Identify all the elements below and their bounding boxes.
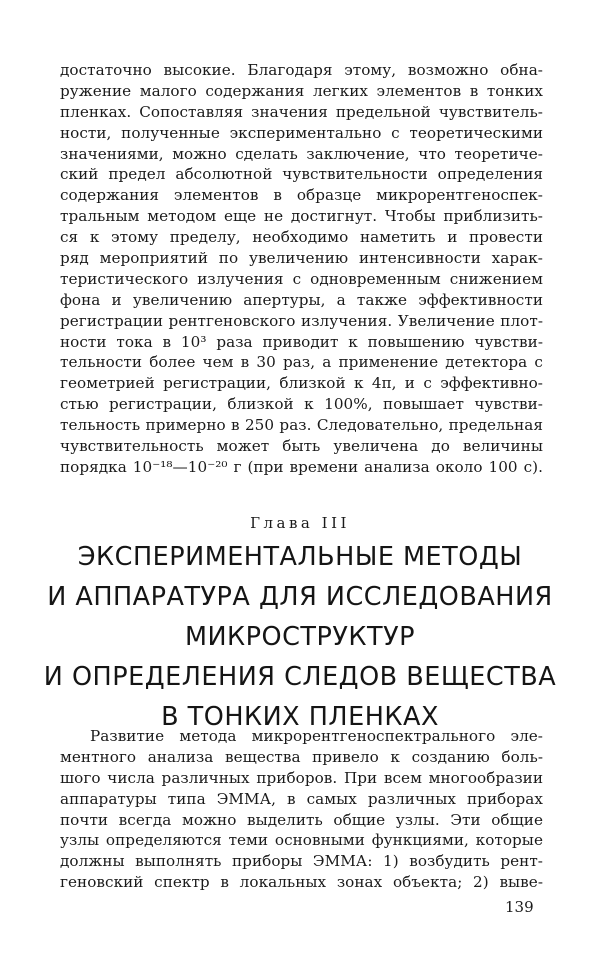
text-line: порядка 10⁻¹⁸—10⁻²⁰ г (при времени анализа около 100 с). <box>60 457 543 476</box>
text-line: ся к этому пределу, необходимо наметить и провести <box>60 228 543 247</box>
page-number: 139 <box>505 898 534 916</box>
text-line: ности, полученные экспериментально с теоретическими <box>60 123 543 142</box>
text-line: значениями, можно сделать заключение, что теоретиче- <box>60 144 543 163</box>
text-line: узлы определяются теми основными функциями, которые <box>60 831 543 850</box>
chapter-title-line: МИКРОСТРУКТУР <box>184 622 416 652</box>
body-paragraph <box>60 726 543 893</box>
text-line: ряд мероприятий по увеличению интенсивности харак- <box>60 249 543 268</box>
text-line: достаточно высокие. Благодаря этому, возможно обна- <box>60 61 543 79</box>
text-line: шого числа различных приборов. При всем многообразии <box>60 768 543 787</box>
text-line: пленках. Сопоставляя значения предельной чувствитель- <box>60 102 543 121</box>
chapter-label: Глава III <box>250 514 350 532</box>
chapter-title-line: В ТОНКИХ ПЛЕНКАХ <box>161 702 439 732</box>
text-line: геновский спектр в локальных зонах объекта; 2) выве- <box>60 873 543 892</box>
chapter-title-line: ЭКСПЕРИМЕНТАЛЬНЫЕ МЕТОДЫ <box>77 542 523 572</box>
chapter-title-line: И ОПРЕДЕЛЕНИЯ СЛЕДОВ ВЕЩЕСТВА <box>43 662 557 692</box>
text-line: фона и увеличению апертуры, а также эффективности <box>60 290 543 309</box>
text-line: тельности более чем в 30 раз, а применение детектора с <box>60 353 543 372</box>
text-line: ружение малого содержания легких элементов в тонких <box>60 81 543 100</box>
text-line: почти всегда можно выделить общие узлы. Эти общие <box>60 810 543 829</box>
text-line: геометрией регистрации, близкой к 4π, и с эффективно- <box>60 374 543 393</box>
text-line: должны выполнять приборы ЭММА: 1) возбудить рент- <box>60 852 543 871</box>
text-line: аппаратуры типа ЭММА, в самых различных приборах <box>60 789 543 808</box>
text-line: Развитие метода микрорентгеноспектрального эле- <box>90 727 543 745</box>
text-line: содержания элементов в образце микрорентгеноспек- <box>60 186 543 205</box>
text-line: стью регистрации, близкой к 100%, повышает чувстви- <box>60 395 543 414</box>
text-line: регистрации рентгеновского излучения. Увеличение плот- <box>60 311 543 330</box>
top-paragraph <box>60 60 543 478</box>
text-line: ности тока в 10³ раза приводит к повышению чувстви- <box>60 332 543 351</box>
text-line: ский предел абсолютной чувствительности определения <box>60 165 543 184</box>
text-line: чувствительность может быть увеличена до величины <box>60 437 543 456</box>
chapter-title-line: И АППАРАТУРА ДЛЯ ИССЛЕДОВАНИЯ <box>47 582 553 612</box>
chapter-title <box>40 537 560 737</box>
text-line: ментного анализа вещества привело к созданию боль- <box>60 747 543 766</box>
text-line: теристического излучения с одновременным снижением <box>60 269 543 288</box>
text-line: тральным методом еще не достигнут. Чтобы приблизить- <box>60 207 543 226</box>
text-line: тельность примерно в 250 раз. Следовательно, предельная <box>60 416 543 435</box>
